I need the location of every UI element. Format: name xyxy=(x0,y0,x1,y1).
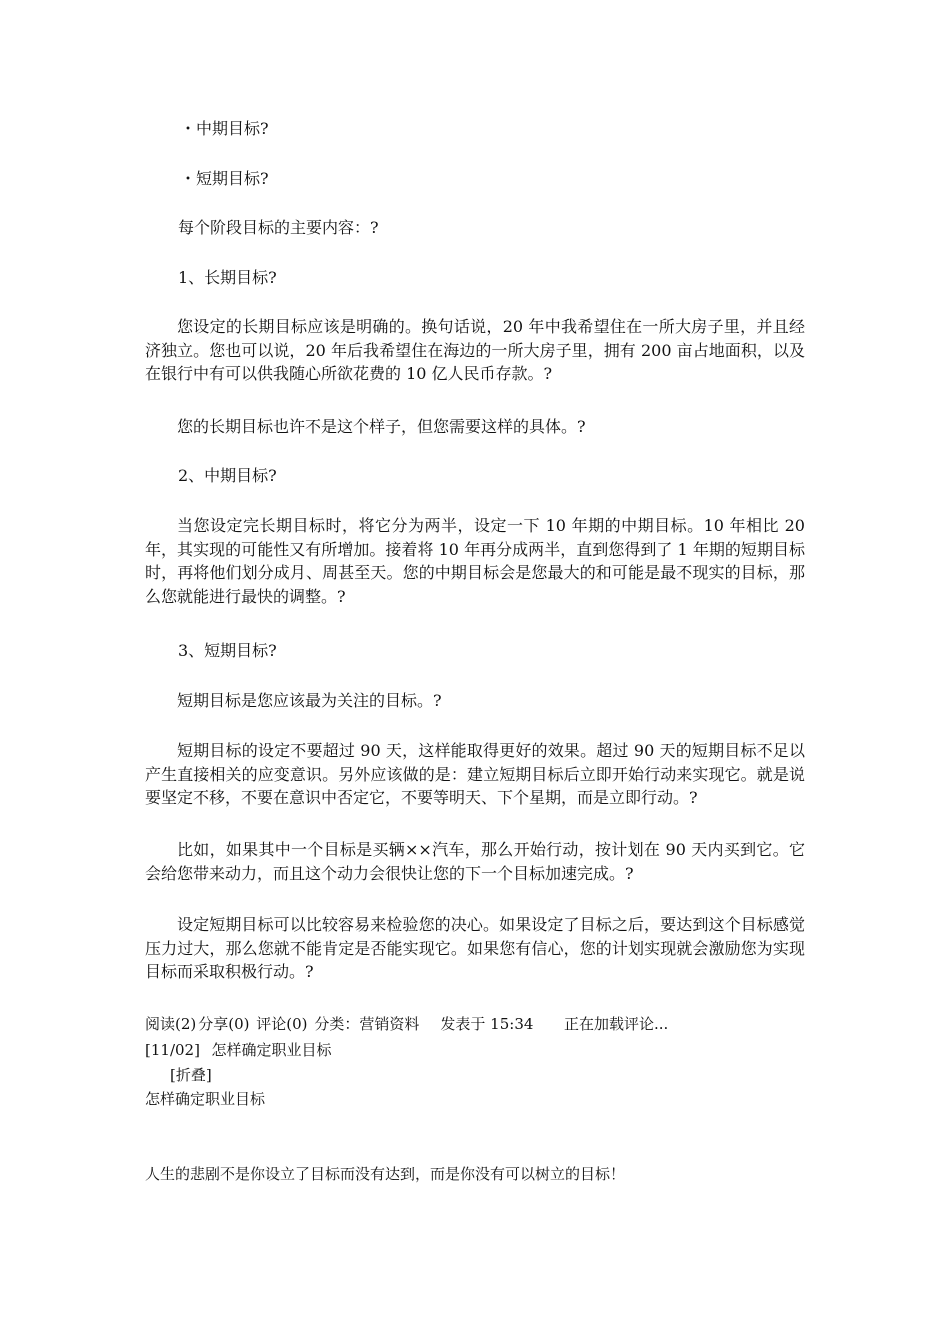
post-meta-bar xyxy=(145,1013,670,1035)
next-post-line xyxy=(145,1039,334,1061)
bullet-short-term: ・短期目标? xyxy=(180,169,269,188)
comments-loading-status: 正在加载评论... xyxy=(564,1015,669,1033)
next-post-date: [11/02] xyxy=(145,1041,200,1059)
bullet-mid-term: ・中期目标? xyxy=(180,119,269,138)
next-post-title-link[interactable]: 怎样确定职业目标 xyxy=(211,1041,332,1059)
stage-content-heading: 每个阶段目标的主要内容：? xyxy=(178,218,379,237)
comment-link[interactable]: 评论(0) xyxy=(256,1015,308,1033)
share-link[interactable]: 分享(0) xyxy=(198,1015,250,1033)
paragraph-long-term-1: 您设定的长期目标应该是明确的。换句话说，20 年中我希望住在一所大房子里，并且经济独立。您也可以说，20 年后我希望住在海边的一所大房子里，拥有 200 亩占地面积，以及在银行中有可以供我随心所欲花费的 10 亿人民币存款。? xyxy=(145,317,805,383)
paragraph-mid-term-1: 当您设定完长期目标时，将它分为两半，设定一下 10 年期的中期目标。10 年相比 20 年，其实现的可能性又有所增加。接着将 10 年再分成两半，直到您得到了 1 年期的短期目标时，再将他们划分成月、周甚至天。您的中期目标会是您最大的和可能是最不现实的目标，那么您就能进行最快的调整。? xyxy=(145,516,805,606)
paragraph-short-term-3: 比如，如果其中一个目标是买辆××汽车，那么开始行动，按计划在 90 天内买到它。它会给您带来动力，而且这个动力会很快让您的下一个目标加速完成。? xyxy=(145,840,805,883)
next-post-heading: 怎样确定职业目标 xyxy=(145,1090,266,1108)
post-time: 发表于 15:34 xyxy=(440,1015,534,1033)
read-count-link[interactable]: 阅读(2) xyxy=(145,1015,197,1033)
paragraph-long-term-2: 您的长期目标也许不是这个样子，但您需要这样的具体。? xyxy=(177,417,586,436)
quote-line: 人生的悲剧不是你设立了目标而没有达到，而是你没有可以树立的目标！ xyxy=(145,1165,626,1183)
category-link[interactable]: 分类：营销资料 xyxy=(314,1015,420,1033)
paragraph-short-term-1: 短期目标是您应该最为关注的目标。? xyxy=(177,691,442,710)
paragraph-short-term-4: 设定短期目标可以比较容易来检验您的决心。如果设定了目标之后，要达到这个目标感觉压力过大，那么您就不能肯定是否能实现它。如果您有信心，您的计划实现就会激励您为实现目标而采取积极行动。? xyxy=(145,915,805,981)
section-heading-short: 3、短期目标? xyxy=(178,641,277,660)
section-heading-mid: 2、中期目标? xyxy=(178,466,277,485)
section-heading-long: 1、长期目标? xyxy=(178,268,277,287)
paragraph-short-term-2: 短期目标的设定不要超过 90 天，这样能取得更好的效果。超过 90 天的短期目标不足以产生直接相关的应变意识。另外应该做的是：建立短期目标后立即开始行动来实现它。就是说要坚定不移，不要在意识中否定它，不要等明天、下个星期，而是立即行动。? xyxy=(145,741,805,807)
fold-toggle[interactable]: [折叠] xyxy=(170,1066,212,1084)
